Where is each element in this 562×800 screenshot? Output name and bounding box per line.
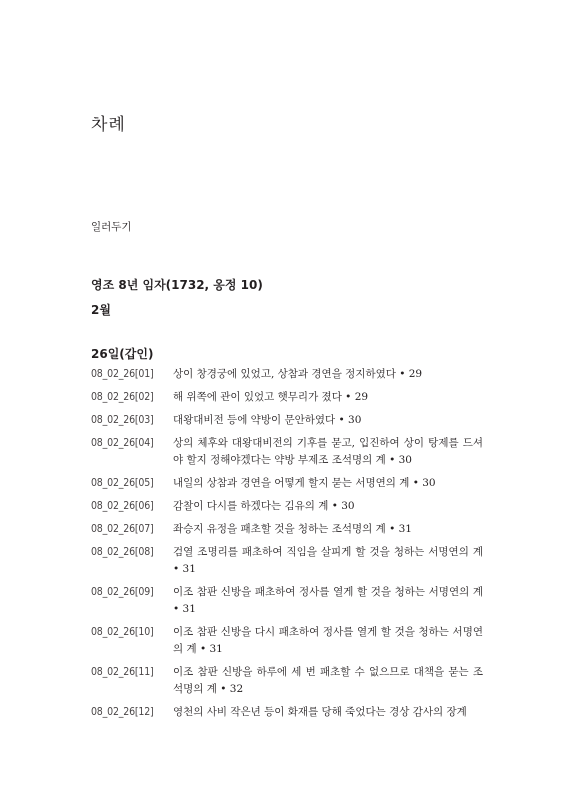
entry-id: 08_02_26[08] [91, 546, 154, 558]
day-heading: 26일(갑인) [91, 347, 154, 361]
entry-text: 검열 조명리를 패초하여 직임을 살피게 할 것을 청하는 서명연의 계 • 31 [173, 546, 483, 575]
toc-entry[interactable] [91, 704, 491, 721]
entry-id: 08_02_26[05] [91, 477, 154, 489]
toc-entry[interactable] [91, 475, 491, 492]
toc-entry[interactable] [91, 624, 491, 658]
entry-id: 08_02_26[07] [91, 523, 154, 535]
entry-text: 해 위쪽에 관이 있었고 햇무리가 졌다 • 29 [173, 391, 369, 403]
entry-id: 08_02_26[09] [91, 586, 154, 598]
toc-entry[interactable] [91, 521, 491, 538]
month-heading: 2월 [91, 303, 111, 317]
toc-entry-list [91, 366, 491, 727]
entry-id: 08_02_26[02] [91, 391, 154, 403]
toc-entry[interactable] [91, 498, 491, 515]
entry-id: 08_02_26[03] [91, 414, 154, 426]
entry-text: 감찰이 다시를 하겠다는 김유의 계 • 30 [173, 500, 355, 512]
entry-id: 08_02_26[10] [91, 626, 154, 638]
toc-entry[interactable] [91, 584, 491, 618]
entry-text: 상의 체후와 대왕대비전의 기후를 묻고, 입진하여 상이 탕제를 드셔야 할지 정해야겠다는 약방 부제조 조석명의 계 • 30 [173, 437, 483, 466]
entry-text: 상이 창경궁에 있었고, 상참과 경연을 정지하였다 • 29 [173, 368, 423, 380]
entry-text: 영천의 사비 작은년 등이 화재를 당해 죽었다는 경상 감사의 장계 [173, 706, 467, 718]
explanatory-notes-link[interactable]: 일러두기 [91, 221, 132, 233]
toc-entry[interactable] [91, 544, 491, 578]
toc-entry[interactable] [91, 412, 491, 429]
entry-text: 이조 참판 신방을 패초하여 정사를 열게 할 것을 청하는 서명연의 계 • 31 [173, 586, 483, 615]
reign-heading: 영조 8년 임자(1732, 옹정 10) [91, 278, 263, 292]
entry-text: 대왕대비전 등에 약방이 문안하였다 • 30 [173, 414, 362, 426]
entry-id: 08_02_26[12] [91, 706, 154, 718]
entry-text: 이조 참판 신방을 다시 패초하여 정사를 열게 할 것을 청하는 서명연의 계 • 31 [173, 626, 483, 655]
page-title: 차례 [91, 115, 126, 135]
entry-text: 내일의 상참과 경연을 어떻게 할지 묻는 서명연의 계 • 30 [173, 477, 436, 489]
toc-entry[interactable] [91, 389, 491, 406]
entry-text: 이조 참판 신방을 하루에 세 번 패초할 수 없으므로 대책을 묻는 조석명의 계 • 32 [173, 666, 483, 695]
toc-entry[interactable] [91, 435, 491, 469]
entry-id: 08_02_26[11] [91, 666, 154, 678]
toc-entry[interactable] [91, 366, 491, 383]
entry-id: 08_02_26[04] [91, 437, 154, 449]
entry-id: 08_02_26[01] [91, 368, 154, 380]
entry-id: 08_02_26[06] [91, 500, 154, 512]
entry-text: 좌승지 유정을 패초할 것을 청하는 조석명의 계 • 31 [173, 523, 412, 535]
toc-entry[interactable] [91, 664, 491, 698]
